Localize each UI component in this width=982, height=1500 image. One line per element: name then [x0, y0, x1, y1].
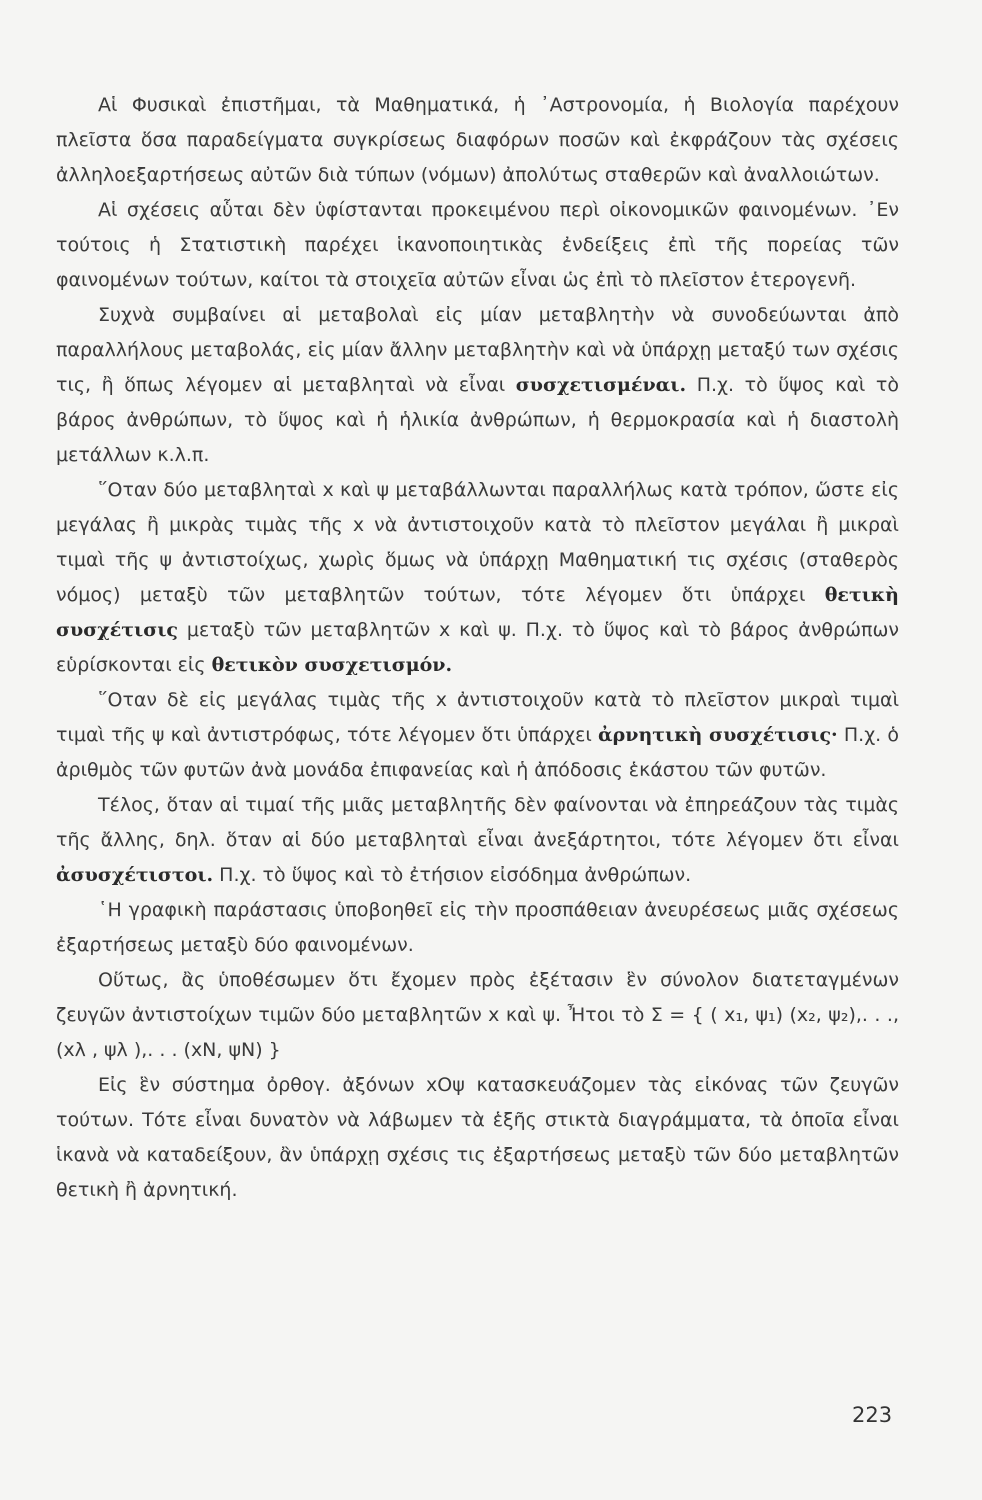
paragraph-text: Εἰς ἓν σύστημα ὀρθογ. ἀξόνων xOψ κατασκευάζομεν τὰς εἰκόνας τῶν ζευγῶν τούτων. Τότε εἶναι δυνατὸν νὰ λάβωμεν τὰ ἑξῆς στικτὰ διαγράμματα, τὰ ὁποῖα εἶναι ἱκανὰ νὰ καταδείξουν, ἂν ὑπάρχῃ σχέσις τις ἐξαρτήσεως μεταξὺ τῶν δύο μεταβλητῶν θετικὴ ἢ ἀρνητική. — [56, 1074, 899, 1201]
paragraph-1 — [56, 88, 899, 193]
bold-term: θετικὴ συσχέτισις — [56, 584, 899, 641]
paragraph-text: Συχνὰ συμβαίνει αἱ μεταβολαὶ εἰς μίαν μεταβλητὴν νὰ συνοδεύωνται ἀπὸ παραλλήλους μεταβολάς, εἰς μίαν ἄλλην μεταβλητὴν καὶ νὰ ὑπάρχῃ μεταξύ των σχέσις τις, ἢ ὅπως λέγομεν αἱ μεταβληταὶ νὰ εἶναι — [56, 304, 899, 396]
paragraph-text: Οὕτως, ἂς ὑποθέσωμεν ὅτι ἔχομεν πρὸς ἐξέτασιν ἓν σύνολον διατεταγμένων ζευγῶν ἀντιστοίχων τιμῶν δύο μεταβλητῶν x καὶ ψ. Ἦτοι τὸ Σ = { ( x₁, ψ₁) (x₂, ψ₂),. . ., (xλ , ψλ ),. . . (xN, ψN) } — [56, 969, 899, 1061]
paragraph-4 — [56, 473, 899, 683]
paragraph-text: Π.χ. τὸ ὕψος καὶ τὸ ἐτήσιον εἰσόδημα ἀνθρώπων. — [213, 864, 692, 886]
paragraph-text: ῞Οταν δὲ εἰς μεγάλας τιμὰς τῆς x ἀντιστοιχοῦν κατὰ τὸ πλεῖστον μικραὶ τιμαὶ τιμαὶ τῆς ψ καὶ ἀντιστρόφως, τότε λέγομεν ὅτι ὑπάρχει — [56, 689, 899, 746]
paragraph-3 — [56, 298, 899, 473]
bold-term: ἀσυσχέτιστοι. — [56, 864, 214, 886]
paragraph-5 — [56, 683, 899, 788]
paragraph-8 — [56, 963, 899, 1068]
page-number: 223 — [852, 1403, 893, 1427]
paragraph-text: Αἱ σχέσεις αὗται δὲν ὑφίστανται προκειμένου περὶ οἰκονομικῶν φαινομένων. ᾿Εν τούτοις ἡ Στατιστικὴ παρέχει ἱκανοποιητικὰς ἐνδείξεις ἐπὶ τῆς πορείας τῶν φαινομένων τούτων, καίτοι τὰ στοιχεῖα αὐτῶν εἶναι ὡς ἐπὶ τὸ πλεῖστον ἑτερογενῆ. — [56, 199, 899, 291]
paragraph-text: ῾Η γραφικὴ παράστασις ὑποβοηθεῖ εἰς τὴν προσπάθειαν ἀνευρέσεως μιᾶς σχέσεως ἐξαρτήσεως μεταξὺ δύο φαινομένων. — [56, 899, 899, 956]
paragraph-text: Τέλος, ὅταν αἱ τιμαί τῆς μιᾶς μεταβλητῆς δὲν φαίνονται νὰ ἐπηρεάζουν τὰς τιμὰς τῆς ἄλλης, δηλ. ὅταν αἱ δύο μεταβληταὶ εἶναι ἀνεξάρτητοι, τότε λέγομεν ὅτι εἶναι — [56, 794, 899, 851]
paragraph-2 — [56, 193, 899, 298]
paragraph-text: ῞Οταν δύο μεταβληταὶ x καὶ ψ μεταβάλλωνται παραλλήλως κατὰ τρόπον, ὥστε εἰς μεγάλας ἢ μικρὰς τιμὰς τῆς x νὰ ἀντιστοιχοῦν κατὰ τὸ πλεῖστον μεγάλαι ἢ μικραὶ τιμαὶ τῆς ψ ἀντιστοίχως, χωρὶς ὅμως νὰ ὑπάρχῃ Μαθηματική τις σχέσις (σταθερὸς νόμος) μεταξὺ τῶν μεταβλητῶν τούτων, τότε λέγομεν ὅτι ὑπάρχει — [56, 479, 899, 606]
paragraph-9 — [56, 1068, 899, 1208]
bold-term: συσχετισμέναι. — [515, 374, 687, 396]
body-text — [56, 88, 899, 1208]
paragraph-6 — [56, 788, 899, 893]
bold-term: ἀρνητικὴ συσχέτισις· — [598, 724, 838, 746]
paragraph-text: Αἱ Φυσικαὶ ἐπιστῆμαι, τὰ Μαθηματικά, ἡ ᾿Αστρονομία, ἡ Βιολογία παρέχουν πλεῖστα ὅσα παραδείγματα συγκρίσεως διαφόρων ποσῶν καὶ ἐκφράζουν τὰς σχέσεις ἀλληλοεξαρτήσεως αὐτῶν διὰ τύπων (νόμων) ἀπολύτως σταθερῶν καὶ ἀναλλοιώτων. — [56, 94, 899, 186]
bold-term: θετικὸν συσχετισμόν. — [211, 654, 453, 676]
paragraph-text: Π.χ. τὸ ὕψος καὶ τὸ βάρος ἀνθρώπων, τὸ ὕψος καὶ ἡ ἡλικία ἀνθρώπων, ἡ θερμοκρασία καὶ ἡ διαστολὴ μετάλλων κ.λ.π. — [56, 374, 899, 466]
paragraph-text: Π.χ. ὁ ἀριθμὸς τῶν φυτῶν ἀνὰ μονάδα ἐπιφανείας καὶ ἡ ἀπόδοσις ἑκάστου τῶν φυτῶν. — [56, 724, 900, 781]
paragraph-7 — [56, 893, 899, 963]
paragraph-text: μεταξὺ τῶν μεταβλητῶν x καὶ ψ. Π.χ. τὸ ὕψος καὶ τὸ βάρος ἀνθρώπων εὑρίσκονται εἰς — [56, 619, 899, 676]
